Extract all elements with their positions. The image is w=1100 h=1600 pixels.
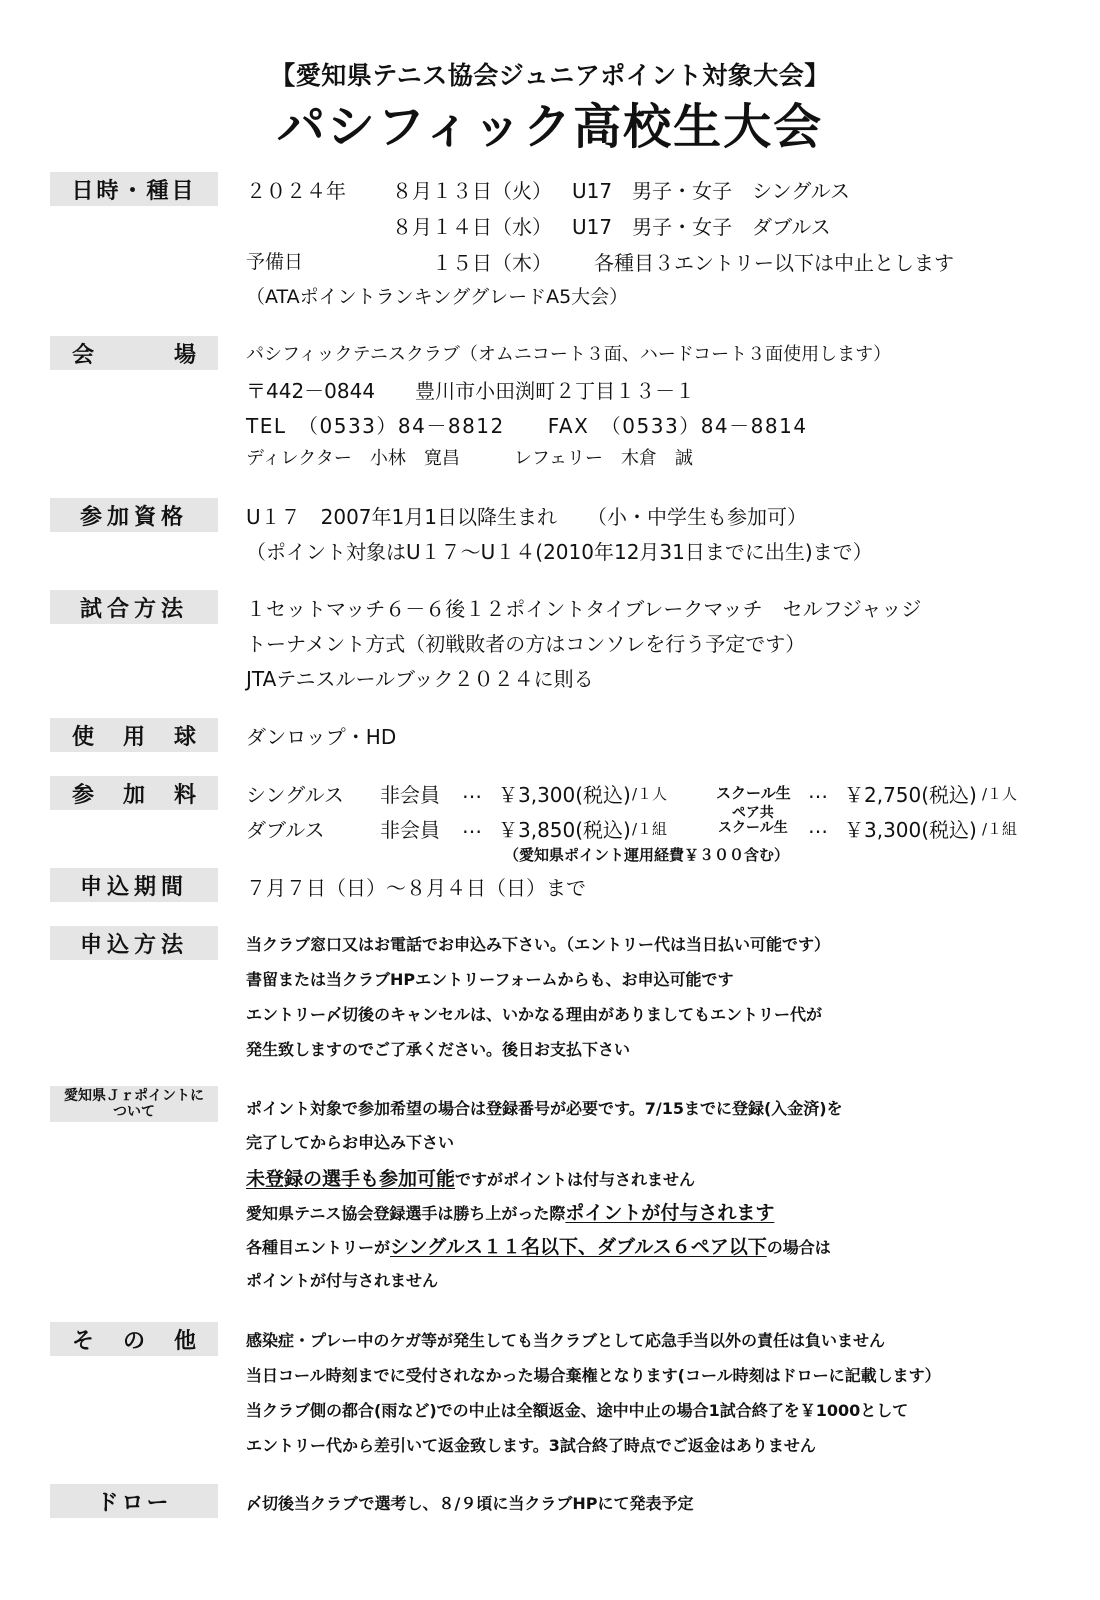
fee-doubles-nonmember-price: ￥3,850(税込) bbox=[498, 818, 631, 842]
format-line-3: JTAテニスルールブック２０２４に則る bbox=[246, 667, 594, 691]
other-line-3: 当クラブ側の都合(雨など)での中止は全額返金、途中中止の場合1試合終了を￥1000として bbox=[246, 1401, 909, 1420]
fee-row-singles bbox=[246, 779, 1046, 809]
apply-line-2: 書留または当クラブHPエントリーフォームからも、お申込可能です bbox=[246, 970, 734, 989]
ball-label-char-2: 用 bbox=[122, 724, 145, 750]
fee-doubles-dots: … bbox=[462, 814, 482, 838]
fee-singles-school-dots: … bbox=[808, 779, 828, 803]
format-label: 試合方法 bbox=[50, 590, 218, 624]
fee-singles-school-label: スクール生 bbox=[716, 784, 791, 802]
schedule-day1-event: U17 男子・女子 シングルス bbox=[572, 179, 850, 203]
schedule-reserve-label: 予備日 bbox=[246, 251, 304, 273]
points-line-1: ポイント対象で参加希望の場合は登録番号が必要です。7/15までに登録(入金済)を bbox=[246, 1099, 843, 1118]
fee-singles-school-per-person: /１人 bbox=[982, 785, 1018, 803]
venue-label-char-2: 場 bbox=[173, 342, 196, 368]
venue-address: 〒442－0844 豊川市小田渕町２丁目１３－１ bbox=[246, 379, 696, 403]
ball-value: ダンロップ・HD bbox=[246, 725, 397, 749]
points-line-5-suffix: の場合は bbox=[766, 1238, 831, 1257]
apply-line-1: 当クラブ窓口又はお電話でお申込み下さい。（エントリー代は当日払い可能です） bbox=[246, 935, 831, 954]
venue-name: パシフィックテニスクラブ（オムニコート３面、ハードコート３面使用します） bbox=[246, 344, 892, 365]
apply-label: 申込方法 bbox=[50, 926, 218, 960]
fee-doubles-nonmember-label: 非会員 bbox=[380, 818, 440, 842]
points-line-5-prefix: 各種目エントリーが bbox=[246, 1238, 391, 1257]
fee-label-char-1: 参 bbox=[72, 782, 95, 808]
ball-label-char-1: 使 bbox=[72, 724, 95, 750]
points-line-6: ポイントが付与されません bbox=[246, 1271, 439, 1290]
schedule-day2-event: U17 男子・女子 ダブルス bbox=[572, 215, 831, 239]
schedule-day1-date: ８月１３日（火） bbox=[392, 179, 552, 203]
eligibility-section bbox=[50, 498, 1060, 568]
fee-doubles-school-label bbox=[718, 806, 788, 836]
fee-doubles-school-dots: … bbox=[808, 814, 828, 838]
schedule-reserve-note: 各種目３エントリー以下は中止とします bbox=[594, 251, 954, 275]
fee-doubles-school-student-label: スクール生 bbox=[718, 820, 788, 836]
points-label-line-2: ついて bbox=[113, 1104, 155, 1120]
fee-singles-school-price: ￥2,750(税込) bbox=[844, 783, 977, 807]
venue-phone: TEL （0533）84－8812 FAX （0533）84－8814 bbox=[246, 414, 808, 438]
fee-doubles-per-pair: /１組 bbox=[632, 820, 668, 838]
other-line-2: 当日コール時刻までに受付されなかった場合棄権となります(コール時刻はドローに記載します） bbox=[246, 1366, 941, 1385]
document-subtitle: 【愛知県テニス協会ジュニアポイント対象大会】 bbox=[270, 61, 830, 90]
other-section bbox=[50, 1322, 1060, 1462]
draw-value: 〆切後当クラブで選考し、８/９頃に当クラブHPにて発表予定 bbox=[246, 1494, 694, 1513]
points-label bbox=[50, 1086, 218, 1122]
draw-label: ドロー bbox=[50, 1484, 218, 1518]
points-label-line-1: 愛知県Ｊｒポイントに bbox=[64, 1088, 204, 1104]
points-line-3-rest: ですがポイントは付与されません bbox=[455, 1170, 696, 1189]
points-line-2: 完了してからお申込み下さい bbox=[246, 1133, 455, 1152]
format-line-1: １セットマッチ６－６後１２ポイントタイブレークマッチ セルフジャッジ bbox=[246, 597, 922, 621]
other-label-char-1: そ bbox=[72, 1328, 95, 1354]
venue-staff: ディレクター 小林 寛昌 レフェリー 木倉 誠 bbox=[246, 448, 693, 469]
schedule-day2-date: ８月１４日（水） bbox=[392, 215, 552, 239]
other-label-char-3: 他 bbox=[173, 1328, 196, 1354]
points-line-5 bbox=[246, 1232, 831, 1259]
points-line-4 bbox=[246, 1198, 774, 1225]
fee-section bbox=[50, 776, 1060, 866]
draw-section bbox=[50, 1484, 1060, 1524]
venue-section bbox=[50, 336, 1060, 476]
other-label bbox=[50, 1322, 218, 1356]
points-line-4-underlined: ポイントが付与されます bbox=[565, 1202, 775, 1224]
other-line-4: エントリー代から差引いて返金致します。3試合終了時点でご返金はありません bbox=[246, 1436, 816, 1455]
venue-label bbox=[50, 336, 218, 370]
schedule-label: 日時・種目 bbox=[50, 172, 218, 206]
schedule-section bbox=[50, 172, 1060, 312]
venue-label-char-1: 会 bbox=[72, 342, 95, 368]
format-section bbox=[50, 590, 1060, 700]
period-section bbox=[50, 868, 1060, 908]
apply-section bbox=[50, 926, 1060, 1066]
schedule-reserve-date: １５日（木） bbox=[432, 251, 552, 275]
period-value: ７月７日（日）～８月４日（日）まで bbox=[246, 876, 586, 900]
fee-singles-nonmember-price: ￥3,300(税込) bbox=[498, 783, 631, 807]
schedule-year: ２０２４年 bbox=[246, 179, 346, 203]
fee-note: （愛知県ポイント運用経費￥３００含む） bbox=[504, 846, 790, 864]
points-line-3 bbox=[246, 1164, 695, 1191]
document-title: パシフィック高校生大会 bbox=[276, 99, 824, 155]
fee-label bbox=[50, 776, 218, 810]
eligibility-line-1: U１７ 2007年1月1日以降生まれ （小・中学生も参加可） bbox=[246, 505, 807, 529]
eligibility-label: 参加資格 bbox=[50, 498, 218, 532]
format-line-2: トーナメント方式（初戦敗者の方はコンソレを行う予定です） bbox=[246, 632, 806, 656]
fee-singles-dots: … bbox=[462, 779, 482, 803]
fee-row-doubles bbox=[246, 805, 1046, 844]
points-line-5-underlined: シングルス１１名以下、ダブルス６ペア以下 bbox=[390, 1236, 767, 1258]
fee-doubles-school-price: ￥3,300(税込) bbox=[844, 818, 977, 842]
ball-label-char-3: 球 bbox=[173, 724, 196, 750]
period-label: 申込期間 bbox=[50, 868, 218, 902]
apply-line-3: エントリー〆切後のキャンセルは、いかなる理由がありましてもエントリー代が bbox=[246, 1005, 823, 1024]
apply-line-4: 発生致しますのでご了承ください。後日お支払下さい bbox=[246, 1040, 631, 1059]
schedule-grade: （ATAポイントランキンググレードA5大会） bbox=[246, 286, 629, 308]
ball-section bbox=[50, 718, 1060, 758]
fee-doubles-label: ダブルス bbox=[246, 818, 325, 842]
points-line-4-prefix: 愛知県テニス協会登録選手は勝ち上がった際 bbox=[246, 1204, 566, 1223]
fee-label-char-3: 料 bbox=[173, 782, 196, 808]
fee-singles-per-person: /１人 bbox=[632, 785, 668, 803]
fee-pair-both-label: ペア共 bbox=[731, 805, 774, 821]
ball-label bbox=[50, 718, 218, 752]
eligibility-line-2: （ポイント対象はU１７～U１４(2010年12月31日までに出生)まで） bbox=[246, 540, 873, 564]
fee-singles-nonmember-label: 非会員 bbox=[380, 783, 440, 807]
other-line-1: 感染症・プレー中のケガ等が発生しても当クラブとして応急手当以外の責任は負いません bbox=[246, 1331, 886, 1350]
fee-label-char-2: 加 bbox=[122, 782, 145, 808]
points-section bbox=[50, 1086, 1060, 1296]
points-line-3-underlined: 未登録の選手も参加可能 bbox=[246, 1168, 456, 1190]
fee-singles-label: シングルス bbox=[246, 783, 344, 807]
fee-doubles-school-per-pair: /１組 bbox=[982, 820, 1018, 838]
other-label-char-2: の bbox=[122, 1328, 145, 1354]
